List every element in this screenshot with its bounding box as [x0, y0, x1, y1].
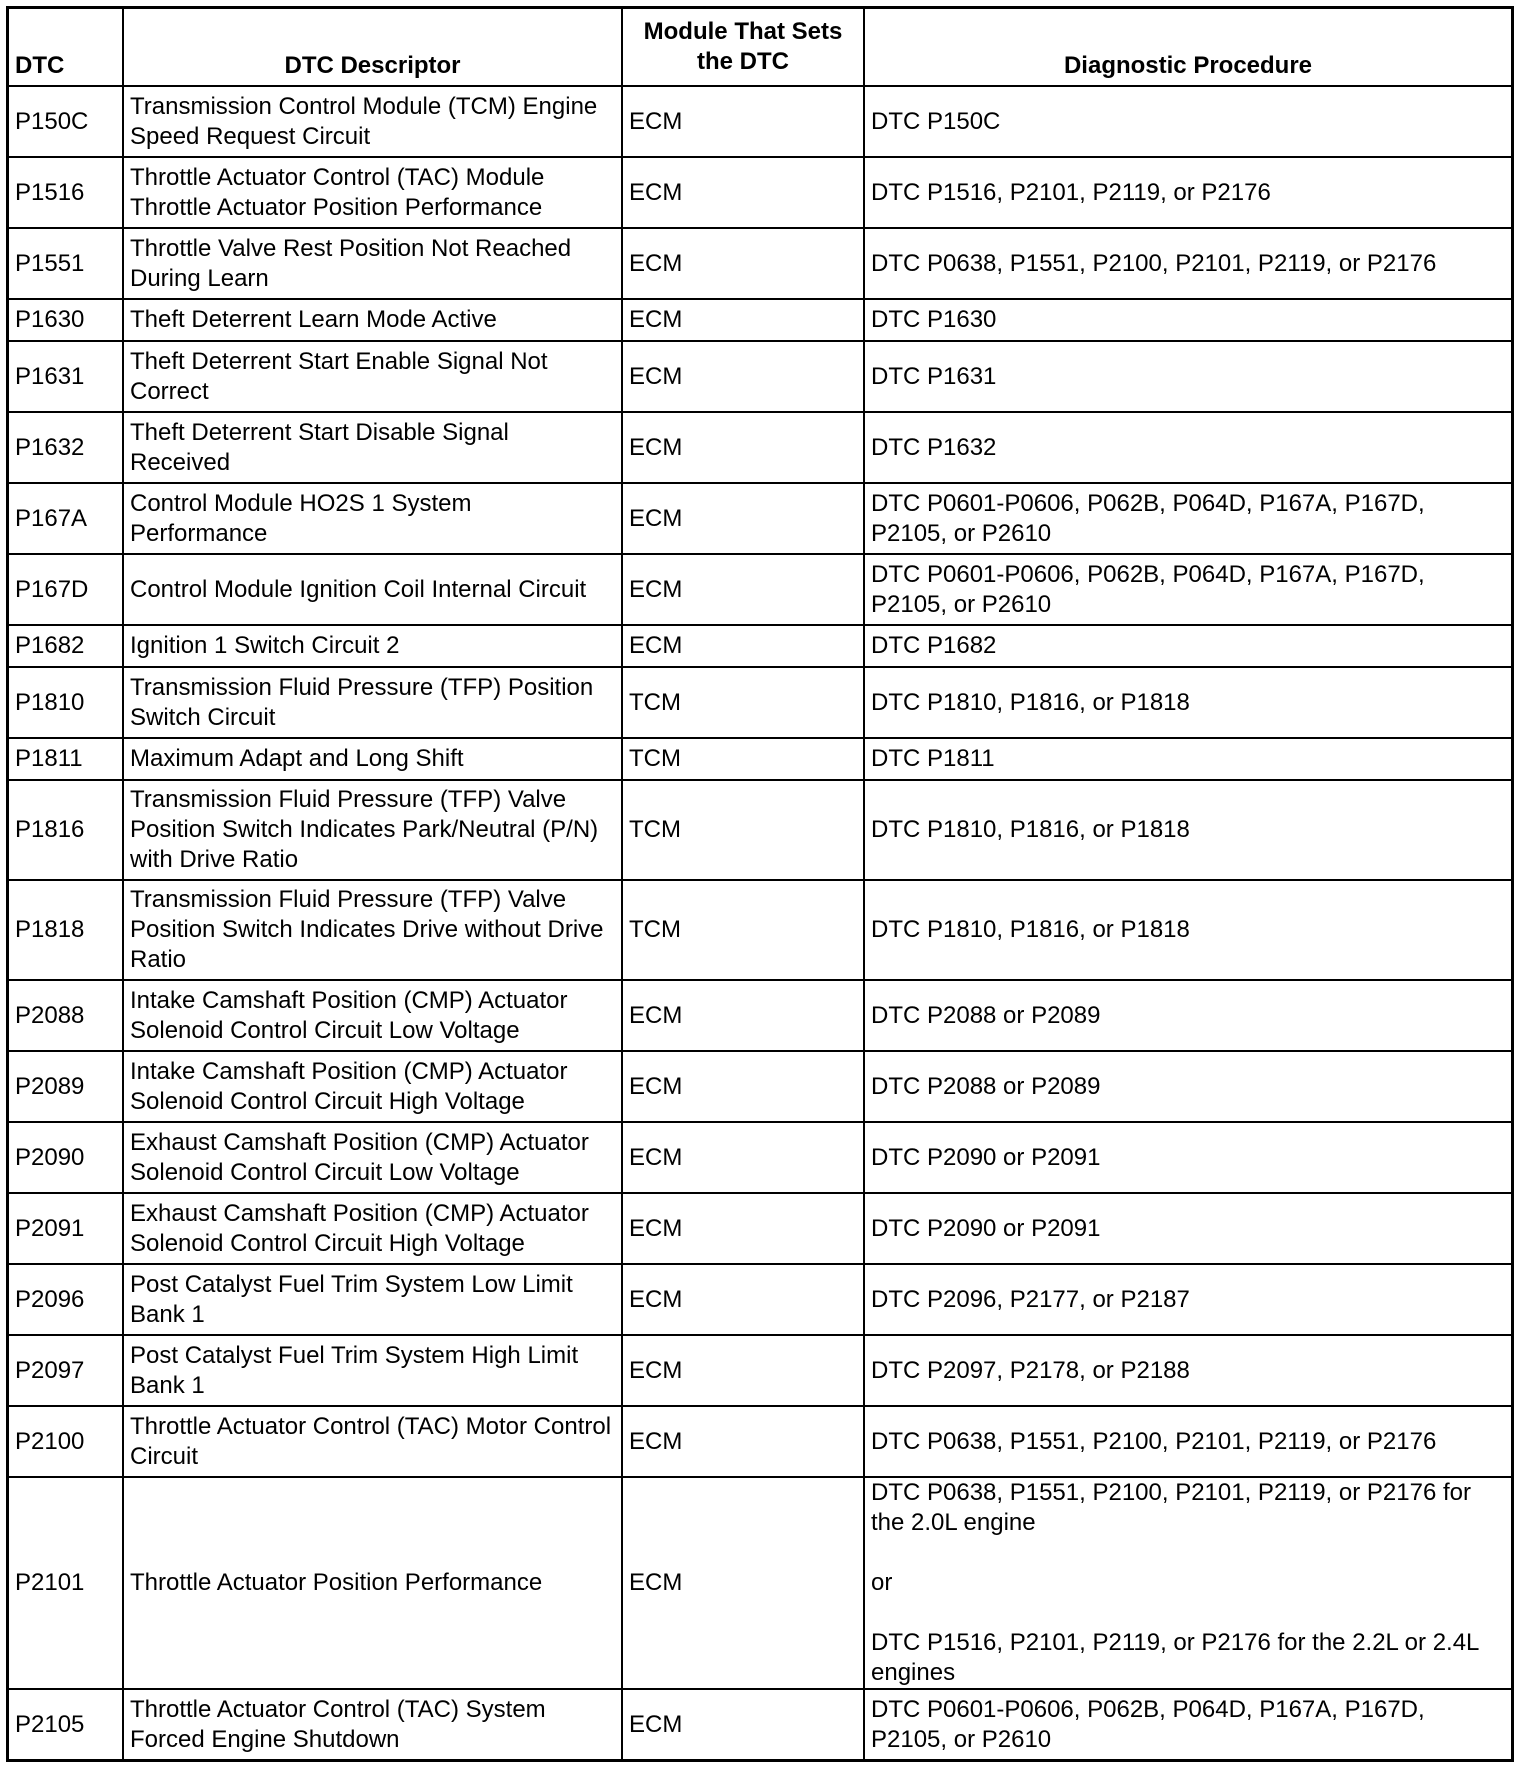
table-row — [9, 667, 1511, 738]
dtc-code: P1816 — [9, 780, 123, 880]
dtc-module: ECM — [622, 228, 864, 299]
dtc-module: ECM — [622, 625, 864, 667]
dtc-descriptor: Exhaust Camshaft Position (CMP) Actuator Solenoid Control Circuit High Voltage — [123, 1193, 622, 1264]
dtc-procedure: DTC P1682 — [864, 625, 1511, 667]
table-row — [9, 157, 1511, 228]
dtc-code: P167A — [9, 483, 123, 554]
dtc-module: ECM — [622, 483, 864, 554]
dtc-procedure: DTC P1632 — [864, 412, 1511, 483]
table-row — [9, 554, 1511, 625]
dtc-code: P1632 — [9, 412, 123, 483]
dtc-module: ECM — [622, 1264, 864, 1335]
dtc-procedure: DTC P0601-P0606, P062B, P064D, P167A, P167D, P2105, or P2610 — [864, 483, 1511, 554]
dtc-procedure: DTC P1810, P1816, or P1818 — [864, 780, 1511, 880]
dtc-module: ECM — [622, 554, 864, 625]
dtc-code: P1551 — [9, 228, 123, 299]
dtc-descriptor: Transmission Fluid Pressure (TFP) Valve Position Switch Indicates Park/Neutral (P/N) with Drive Ratio — [123, 780, 622, 880]
header-row — [9, 9, 1511, 86]
dtc-descriptor: Post Catalyst Fuel Trim System High Limit Bank 1 — [123, 1335, 622, 1406]
dtc-descriptor: Exhaust Camshaft Position (CMP) Actuator Solenoid Control Circuit Low Voltage — [123, 1122, 622, 1193]
header-module: Module That Sets the DTC — [622, 9, 864, 86]
dtc-code: P1631 — [9, 341, 123, 412]
dtc-table — [6, 6, 1514, 1762]
dtc-descriptor: Throttle Valve Rest Position Not Reached During Learn — [123, 228, 622, 299]
dtc-descriptor: Theft Deterrent Start Disable Signal Received — [123, 412, 622, 483]
dtc-descriptor: Intake Camshaft Position (CMP) Actuator Solenoid Control Circuit High Voltage — [123, 1051, 622, 1122]
table-row — [9, 341, 1511, 412]
table-row — [9, 483, 1511, 554]
dtc-code: P2090 — [9, 1122, 123, 1193]
dtc-procedure: DTC P150C — [864, 86, 1511, 157]
table-row — [9, 1264, 1511, 1335]
table-row — [9, 1122, 1511, 1193]
header-descriptor: DTC Descriptor — [123, 9, 622, 86]
dtc-module: ECM — [622, 1406, 864, 1477]
dtc-procedure: DTC P1810, P1816, or P1818 — [864, 880, 1511, 980]
dtc-module: ECM — [622, 1051, 864, 1122]
dtc-code: P2089 — [9, 1051, 123, 1122]
dtc-module: ECM — [622, 157, 864, 228]
dtc-procedure: DTC P2096, P2177, or P2187 — [864, 1264, 1511, 1335]
dtc-module: ECM — [622, 1193, 864, 1264]
dtc-descriptor: Throttle Actuator Control (TAC) Motor Control Circuit — [123, 1406, 622, 1477]
dtc-module: ECM — [622, 980, 864, 1051]
dtc-code: P1818 — [9, 880, 123, 980]
dtc-procedure: DTC P1630 — [864, 299, 1511, 341]
table-row — [9, 625, 1511, 667]
dtc-code: P150C — [9, 86, 123, 157]
table-row — [9, 1193, 1511, 1264]
dtc-module: ECM — [622, 341, 864, 412]
dtc-code: P1630 — [9, 299, 123, 341]
table-row — [9, 86, 1511, 157]
dtc-module: TCM — [622, 880, 864, 980]
table-row — [9, 1335, 1511, 1406]
dtc-module: TCM — [622, 738, 864, 780]
table-row — [9, 1689, 1511, 1759]
dtc-module: ECM — [622, 412, 864, 483]
dtc-procedure: DTC P1811 — [864, 738, 1511, 780]
dtc-descriptor: Transmission Fluid Pressure (TFP) Position Switch Circuit — [123, 667, 622, 738]
table-row — [9, 228, 1511, 299]
dtc-descriptor: Intake Camshaft Position (CMP) Actuator Solenoid Control Circuit Low Voltage — [123, 980, 622, 1051]
dtc-code: P1516 — [9, 157, 123, 228]
dtc-descriptor: Theft Deterrent Start Enable Signal Not Correct — [123, 341, 622, 412]
dtc-procedure: DTC P2090 or P2091 — [864, 1193, 1511, 1264]
header-dtc: DTC — [9, 9, 123, 86]
dtc-module: ECM — [622, 86, 864, 157]
dtc-code: P2096 — [9, 1264, 123, 1335]
dtc-descriptor: Control Module Ignition Coil Internal Circuit — [123, 554, 622, 625]
dtc-code: P1811 — [9, 738, 123, 780]
dtc-module: TCM — [622, 780, 864, 880]
table-row — [9, 780, 1511, 880]
dtc-module: ECM — [622, 1689, 864, 1759]
dtc-procedure: DTC P1516, P2101, P2119, or P2176 — [864, 157, 1511, 228]
dtc-module: ECM — [622, 1335, 864, 1406]
table-row — [9, 880, 1511, 980]
dtc-procedure: DTC P0638, P1551, P2100, P2101, P2119, or P2176 — [864, 1406, 1511, 1477]
header-procedure: Diagnostic Procedure — [864, 9, 1511, 86]
table-row — [9, 980, 1511, 1051]
dtc-descriptor: Throttle Actuator Control (TAC) System Forced Engine Shutdown — [123, 1689, 622, 1759]
dtc-code: P2088 — [9, 980, 123, 1051]
table-row — [9, 1477, 1511, 1689]
table-row — [9, 1406, 1511, 1477]
dtc-descriptor: Throttle Actuator Position Performance — [123, 1477, 622, 1689]
dtc-descriptor: Theft Deterrent Learn Mode Active — [123, 299, 622, 341]
dtc-descriptor: Maximum Adapt and Long Shift — [123, 738, 622, 780]
dtc-module: ECM — [622, 299, 864, 341]
dtc-code: P1682 — [9, 625, 123, 667]
dtc-procedure: DTC P1810, P1816, or P1818 — [864, 667, 1511, 738]
dtc-code: P2091 — [9, 1193, 123, 1264]
dtc-procedure: DTC P2097, P2178, or P2188 — [864, 1335, 1511, 1406]
dtc-module: TCM — [622, 667, 864, 738]
dtc-procedure: DTC P2088 or P2089 — [864, 980, 1511, 1051]
table-row — [9, 299, 1511, 341]
dtc-code: P2101 — [9, 1477, 123, 1689]
dtc-procedure: DTC P0638, P1551, P2100, P2101, P2119, or P2176 — [864, 228, 1511, 299]
dtc-code: P2097 — [9, 1335, 123, 1406]
dtc-descriptor: Post Catalyst Fuel Trim System Low Limit Bank 1 — [123, 1264, 622, 1335]
dtc-code: P2105 — [9, 1689, 123, 1759]
dtc-code: P2100 — [9, 1406, 123, 1477]
dtc-code: P167D — [9, 554, 123, 625]
dtc-module: ECM — [622, 1122, 864, 1193]
dtc-procedure: DTC P0601-P0606, P062B, P064D, P167A, P167D, P2105, or P2610 — [864, 1689, 1511, 1759]
dtc-procedure: DTC P1631 — [864, 341, 1511, 412]
table-row — [9, 738, 1511, 780]
dtc-descriptor: Transmission Fluid Pressure (TFP) Valve Position Switch Indicates Drive without Drive Ratio — [123, 880, 622, 980]
dtc-descriptor: Transmission Control Module (TCM) Engine Speed Request Circuit — [123, 86, 622, 157]
dtc-procedure: DTC P0601-P0606, P062B, P064D, P167A, P167D, P2105, or P2610 — [864, 554, 1511, 625]
dtc-procedure: DTC P0638, P1551, P2100, P2101, P2119, or P2176 for the 2.0L engine or DTC P1516, P2101, P2119, or P2176 for the 2.2L or 2.4L engines — [864, 1477, 1511, 1689]
table-row — [9, 412, 1511, 483]
dtc-code: P1810 — [9, 667, 123, 738]
dtc-procedure: DTC P2088 or P2089 — [864, 1051, 1511, 1122]
dtc-descriptor: Control Module HO2S 1 System Performance — [123, 483, 622, 554]
dtc-procedure: DTC P2090 or P2091 — [864, 1122, 1511, 1193]
table-row — [9, 1051, 1511, 1122]
dtc-descriptor: Throttle Actuator Control (TAC) Module Throttle Actuator Position Performance — [123, 157, 622, 228]
dtc-module: ECM — [622, 1477, 864, 1689]
dtc-descriptor: Ignition 1 Switch Circuit 2 — [123, 625, 622, 667]
